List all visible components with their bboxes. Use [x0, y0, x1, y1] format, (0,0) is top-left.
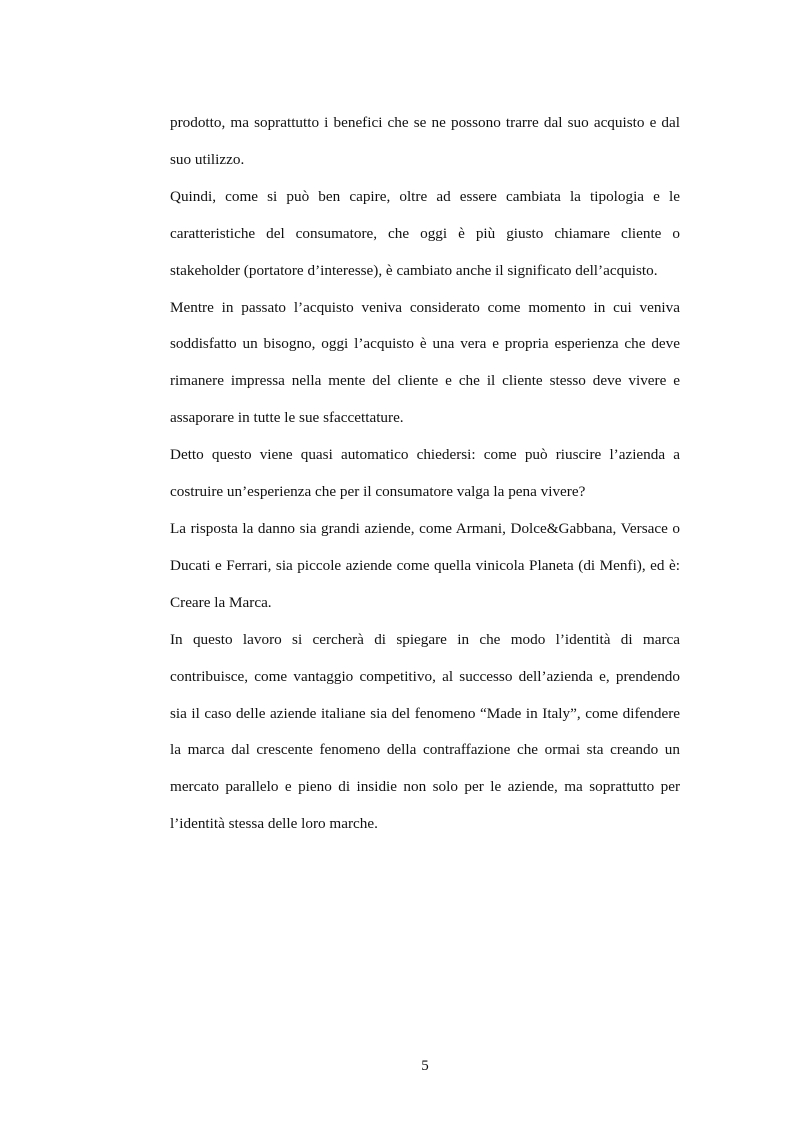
paragraph-4: Detto questo viene quasi automatico chiedersi: come può riuscire l’azienda a costruire un’esperienza che per il consumatore valga la pena vivere?	[170, 446, 680, 501]
paragraph-2: Quindi, come si può ben capire, oltre ad essere cambiata la tipologia e le caratteristiche del consumatore, che oggi è più giusto chiamare cliente o stakeholder (portatore d’interesse), è cambiato anche il significato dell’acquisto.	[170, 187, 680, 279]
paragraph-1: prodotto, ma soprattutto i benefici che se ne possono trarre dal suo acquisto e dal suo utilizzo.	[170, 114, 680, 168]
page-number: 5	[421, 1058, 429, 1074]
paragraph-5: La risposta la danno sia grandi aziende, come Armani, Dolce&Gabbana, Versace o Ducati e Ferrari, sia piccole aziende come quella vinicola Planeta (di Menfi), ed è: Creare la Marca.	[170, 519, 680, 611]
paragraph-3: Mentre in passato l’acquisto veniva considerato come momento in cui veniva soddisfatto un bisogno, oggi l’acquisto è una vera e propria esperienza che deve rimanere impressa nella mente del cliente e che il cliente stesso deve vivere e assaporare in tutte le sue sfaccettature.	[170, 298, 680, 427]
paragraph-6: In questo lavoro si cercherà di spiegare in che modo l’identità di marca contribuisce, come vantaggio competitivo, al successo dell’azienda e, prendendo sia il caso delle aziende italiane sia del fenomeno “Made in Italy”, come difendere la marca dal crescente fenomeno della contraffazione che ormai sta creando un mercato parallelo e pieno di insidie non solo per le aziende, ma soprattutto per l’identità stessa delle loro marche.	[170, 630, 680, 833]
body-text	[170, 105, 680, 843]
